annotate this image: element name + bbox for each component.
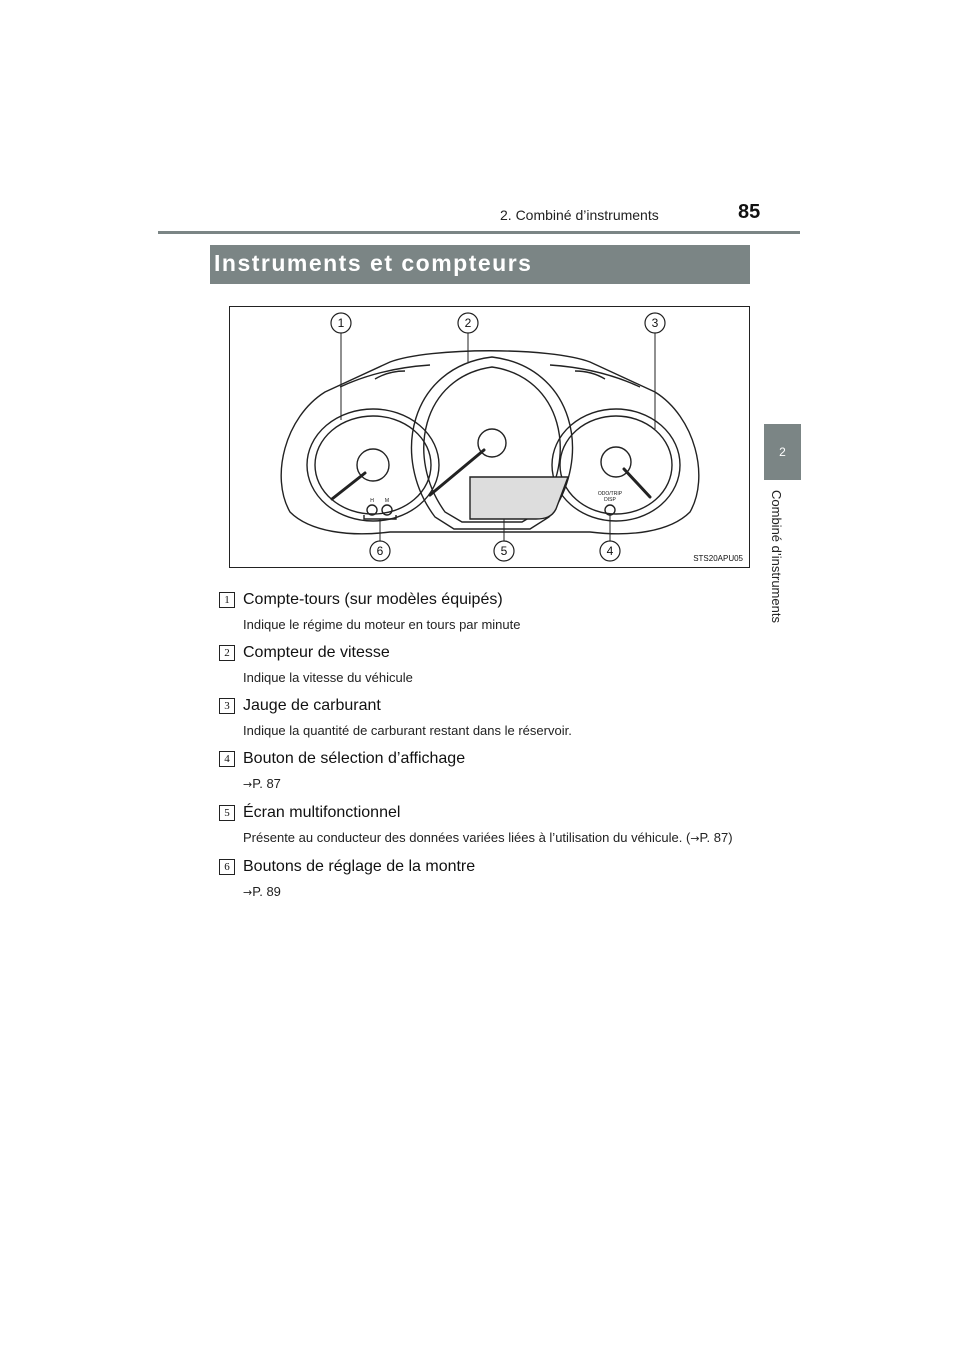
instrument-cluster-illustration (230, 307, 751, 569)
chapter-tab-label: Combiné d’instruments (769, 490, 784, 623)
item-title: Écran multifonctionnel (243, 804, 401, 821)
page-reference-link[interactable]: P. 87 (252, 776, 281, 791)
multi-info-display (470, 477, 568, 519)
item-title: Compte-tours (sur modèles équipés) (243, 591, 503, 608)
arrow-icon: → (243, 886, 253, 899)
item-title: Boutons de réglage de la montre (243, 858, 476, 875)
section-title-bar (210, 245, 750, 284)
callout-2-label: 2 (464, 316, 472, 330)
callout-1-label: 1 (337, 316, 345, 330)
callout-4-label: 4 (606, 544, 614, 558)
item-number: 4 (219, 751, 235, 767)
item-description-text: Présente au conducteur des données variées liées à l’utilisation du véhicule. ( (243, 830, 691, 845)
item-list (210, 590, 755, 911)
header-divider (158, 231, 800, 234)
arrow-icon: → (243, 778, 253, 791)
item-description: Indique la quantité de carburant restant dans le réservoir. (243, 723, 572, 738)
tachometer-dial (307, 409, 439, 521)
arrow-icon: → (690, 832, 700, 845)
section-title: Instruments et compteurs (214, 250, 533, 276)
list-item (210, 803, 755, 847)
item-number: 5 (219, 805, 235, 821)
instrument-cluster-figure (229, 306, 750, 568)
item-description: Indique le régime du moteur en tours par minute (243, 617, 521, 632)
item-description (243, 883, 755, 901)
item-number: 2 (219, 645, 235, 661)
callout-6-label: 6 (376, 544, 384, 558)
clock-h-label: H (370, 498, 374, 504)
item-title: Jauge de carburant (243, 697, 381, 714)
clock-button-m (382, 505, 392, 515)
list-item (210, 696, 755, 739)
list-item (210, 643, 755, 686)
item-description (243, 829, 755, 847)
disp-label: DISP (604, 497, 616, 503)
page-reference-link[interactable]: P. 87) (699, 830, 733, 845)
list-item (210, 857, 755, 901)
page-reference-link[interactable]: P. 89 (252, 884, 281, 899)
chapter-header: 2. Combiné d’instruments (500, 207, 659, 223)
item-title: Compteur de vitesse (243, 644, 390, 661)
item-title: Bouton de sélection d’affichage (243, 750, 466, 767)
page-number: 85 (738, 201, 761, 223)
item-number: 1 (219, 592, 235, 608)
clock-m-label: M (384, 498, 390, 504)
item-number: 3 (219, 698, 235, 714)
list-item (210, 590, 755, 633)
callout-5-label: 5 (500, 544, 508, 558)
list-item (210, 749, 755, 793)
callout-3-label: 3 (651, 316, 659, 330)
item-number: 6 (219, 859, 235, 875)
item-description (243, 775, 755, 793)
item-description: Indique la vitesse du véhicule (243, 670, 413, 685)
figure-code: STS20APU05 (693, 554, 743, 563)
chapter-tab: 2 (764, 424, 801, 480)
odo-trip-label: ODO/TRIP (597, 491, 623, 497)
